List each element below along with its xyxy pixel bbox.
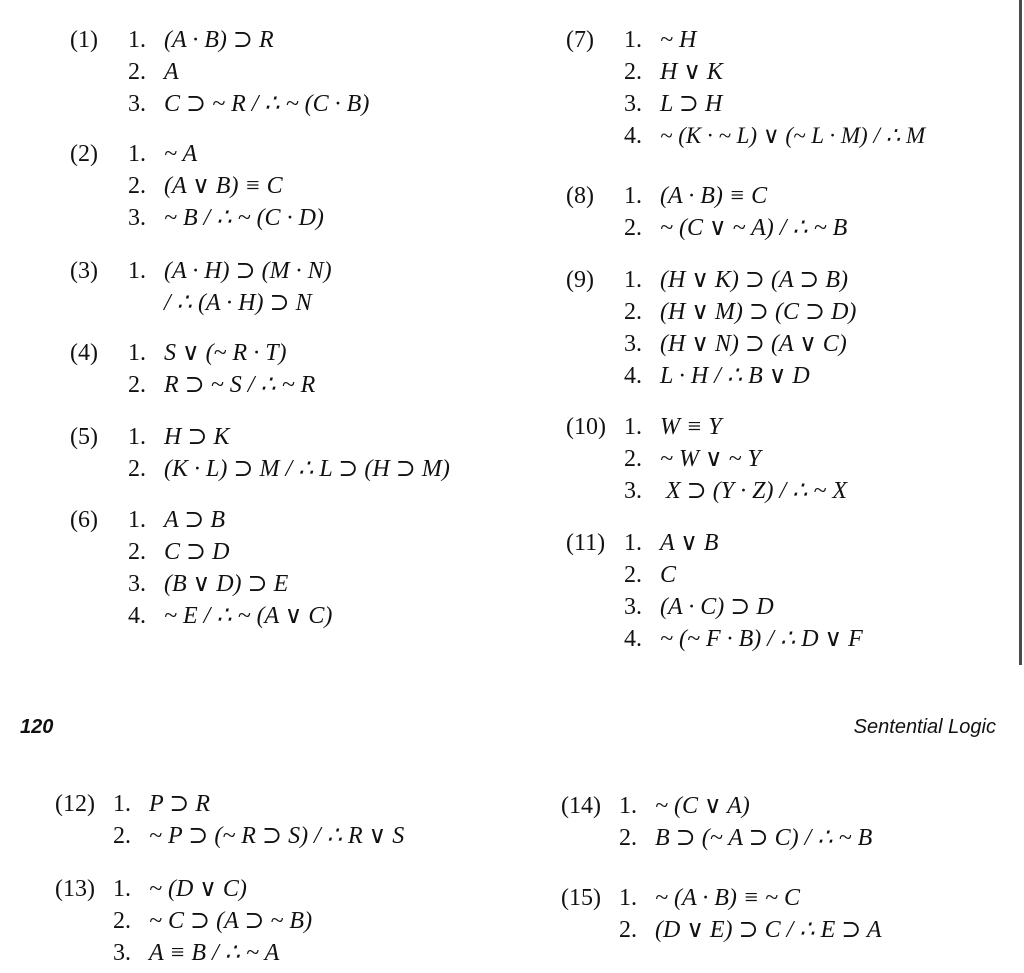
formula: ~ (K · ~ L) ∨ (~ L · M) / ∴ M [660,123,926,148]
formula: A [164,59,179,85]
line-number: 2. [128,59,146,85]
problem-label: (14) [561,793,601,819]
formula: S ∨ (~ R · T) [164,340,287,366]
formula: ~ A [164,141,198,167]
formula: (B ∨ D) ⊃ E [164,571,289,597]
line-number: 1. [128,27,146,53]
formula: H ⊃ K [164,424,230,450]
line-number: 2. [128,372,146,398]
formula: (H ∨ K) ⊃ (A ⊃ B) [660,267,848,293]
line-number: 1. [128,258,146,284]
line-number: 2. [624,446,642,472]
formula: C ⊃ D [164,539,230,565]
page-number: 120 [20,716,54,738]
formula: X ⊃ (Y · Z) / ∴ ~ X [666,478,848,504]
line-number: 2. [619,825,637,851]
formula: ~ C ⊃ (A ⊃ ~ B) [149,908,313,934]
line-number: 2. [128,456,146,482]
line-number: 3. [624,594,642,620]
problem-label: (12) [55,791,95,817]
line-number: 1. [128,340,146,366]
formula: (K · L) ⊃ M / ∴ L ⊃ (H ⊃ M) [164,456,450,482]
formula: C ⊃ ~ R / ∴ ~ (C · B) [164,91,370,117]
line-number: 1. [619,793,637,819]
problem-label: (3) [70,258,98,284]
line-number: 1. [113,876,131,902]
formula: ~ B / ∴ ~ (C · D) [164,205,324,231]
formula: ~ (C ∨ A) [655,793,750,819]
line-number: 1. [624,530,642,556]
line-number: 2. [624,215,642,241]
problem-label: (2) [70,141,98,167]
formula: C [660,562,677,588]
formula: L ⊃ H [660,91,723,117]
line-number: 2. [624,299,642,325]
formula: ~ P ⊃ (~ R ⊃ S) / ∴ R ∨ S [149,823,405,849]
problem-label: (15) [561,885,601,911]
line-number: 1. [624,183,642,209]
line-number: 2. [619,917,637,943]
problem-label: (9) [566,267,594,293]
line-number: 3. [128,205,146,231]
problem-label: (1) [70,27,98,53]
formula: P ⊃ R [149,791,210,817]
line-number: 1. [128,424,146,450]
line-number: 3. [128,91,146,117]
problem-label: (13) [55,876,95,902]
formula: (A · B) ⊃ R [164,27,274,53]
formula: A ∨ B [660,530,719,556]
line-number: 4. [128,603,146,629]
line-number: 1. [128,141,146,167]
formula: A ⊃ B [164,507,225,533]
line-number: 1. [128,507,146,533]
formula: (A ∨ B) ≡ C [164,173,283,199]
formula: R ⊃ ~ S / ∴ ~ R [164,372,316,398]
line-number: 1. [619,885,637,911]
formula: ~ (C ∨ ~ A) / ∴ ~ B [660,215,848,241]
formula: B ⊃ (~ A ⊃ C) / ∴ ~ B [655,825,873,851]
formula: (D ∨ E) ⊃ C / ∴ E ⊃ A [655,917,882,943]
line-number: 2. [113,823,131,849]
problem-label: (11) [566,530,606,556]
formula: ~ (~ F · B) / ∴ D ∨ F [660,626,863,652]
page-edge-divider [1019,0,1022,665]
line-number: 3. [624,478,642,504]
formula: ~ W ∨ ~ Y [660,446,761,472]
formula: (A · C) ⊃ D [660,594,774,620]
formula: (A · B) ≡ C [660,183,768,209]
formula: (H ∨ M) ⊃ (C ⊃ D) [660,299,857,325]
line-number: 4. [624,123,642,149]
formula: W ≡ Y [660,414,722,440]
running-title: Sentential Logic [853,716,996,738]
formula: H ∨ K [660,59,723,85]
line-number: 1. [624,414,642,440]
formula: ~ (A · B) ≡ ~ C [655,885,801,911]
line-number: 3. [624,331,642,357]
line-number: 2. [128,173,146,199]
line-number: 2. [128,539,146,565]
line-number: 3. [128,571,146,597]
formula: ~ (D ∨ C) [149,876,247,902]
problem-label: (5) [70,424,98,450]
line-number: 2. [624,562,642,588]
problem-label: (10) [566,414,606,440]
problem-label: (4) [70,340,98,366]
line-number: 4. [624,363,642,389]
formula: A ≡ B / ∴ ~ A [149,940,280,966]
problem-label: (8) [566,183,594,209]
formula: ~ E / ∴ ~ (A ∨ C) [164,603,333,629]
line-number: 3. [113,940,131,966]
formula: (H ∨ N) ⊃ (A ∨ C) [660,331,847,357]
formula: (A · H) ⊃ (M · N) [164,258,332,284]
line-number: 2. [113,908,131,934]
line-number: 3. [624,91,642,117]
line-number: 1. [624,267,642,293]
line-number: 1. [624,27,642,53]
problem-label: (6) [70,507,98,533]
conclusion: / ∴ (A · H) ⊃ N [164,290,312,316]
formula: ~ H [660,27,697,53]
line-number: 1. [113,791,131,817]
problem-label: (7) [566,27,594,53]
formula: L · H / ∴ B ∨ D [660,363,810,389]
line-number: 4. [624,626,642,652]
line-number: 2. [624,59,642,85]
